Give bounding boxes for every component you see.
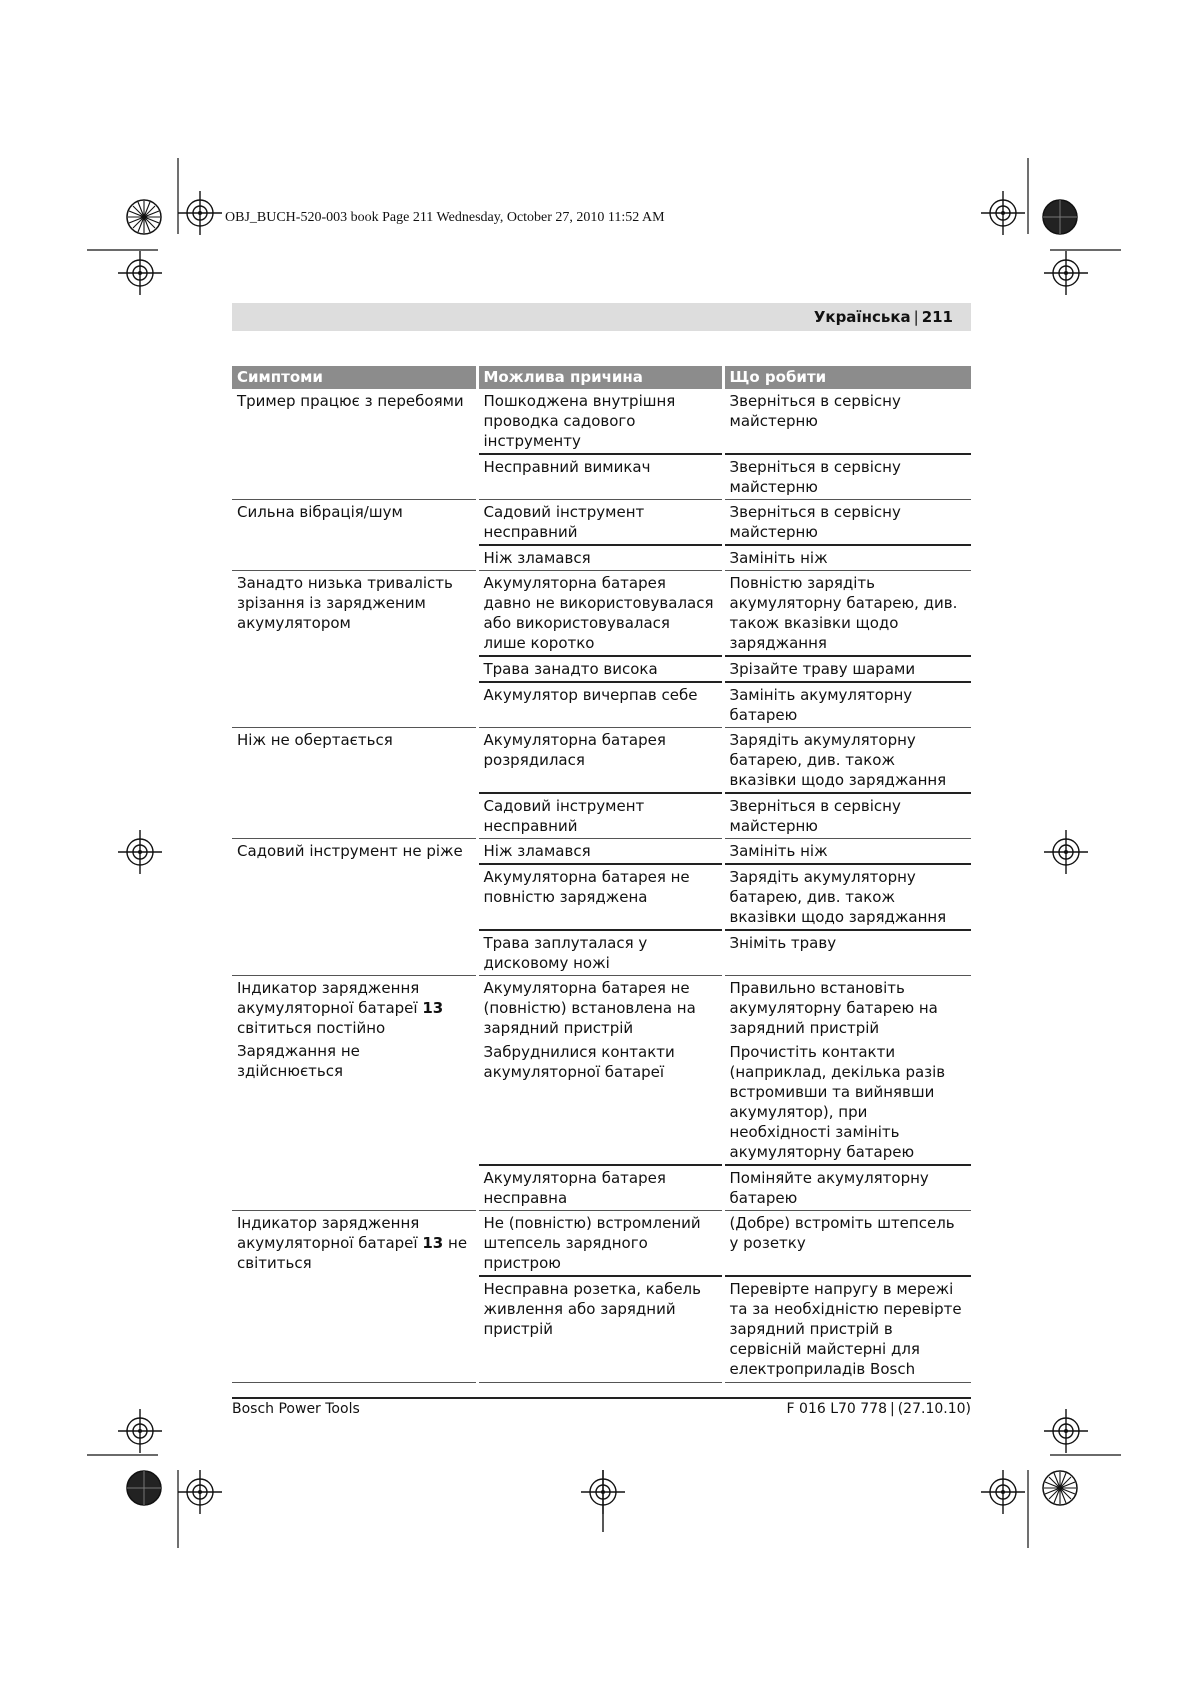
action-cell: Зарядіть акумуляторну батарею, див. також вказівки щодо заряджання — [723, 864, 971, 930]
table-row — [232, 500, 971, 546]
column-header-symptoms: Симптоми — [232, 366, 477, 389]
symptom-cell: Ніж не обертається — [232, 728, 477, 839]
cause-cell: Ніж зламався — [477, 545, 723, 571]
part-reference: 13 — [422, 999, 444, 1017]
symptom-cell — [232, 976, 477, 1211]
column-header-action: Що робити — [723, 366, 971, 389]
footer-brand: Bosch Power Tools — [232, 1401, 360, 1417]
cause-cell: Акумулятор вичерпав себе — [477, 682, 723, 728]
cause-cell: Акумуляторна батарея несправна — [477, 1165, 723, 1211]
cause-cell: Трава заплуталася у дисковому ножі — [477, 930, 723, 976]
symptom-text: світиться постійно — [237, 1019, 386, 1037]
table-row — [232, 571, 971, 657]
cause-cell: Ніж зламався — [477, 839, 723, 865]
symptom-text: Заряджання не здійснюється — [237, 1042, 360, 1080]
troubleshooting-table — [232, 366, 971, 1383]
cause-cell: Пошкоджена внутрішня проводка садового інструменту — [477, 389, 723, 454]
cause-cell: Акумуляторна батарея розрядилася — [477, 728, 723, 794]
cause-cell: Несправний вимикач — [477, 454, 723, 500]
symptom-cell: Тример працює з перебоями — [232, 389, 477, 500]
symptom-cell: Сильна вібрація/шум — [232, 500, 477, 571]
cause-cell: Забруднилися контакти акумуляторної батареї — [477, 1040, 723, 1165]
symptom-cell — [232, 1211, 477, 1383]
symptom-cell: Садовий інструмент не ріже — [232, 839, 477, 976]
action-cell: Зверніться в сервісну майстерню — [723, 793, 971, 839]
table-row — [232, 389, 971, 454]
action-cell: Зверніться в сервісну майстерню — [723, 500, 971, 546]
action-cell: Зверніться в сервісну майстерню — [723, 389, 971, 454]
part-reference: 13 — [422, 1234, 444, 1252]
language-label: Українська — [813, 308, 911, 326]
cause-cell: Несправна розетка, кабель живлення або зарядний пристрій — [477, 1276, 723, 1383]
page-number: 211 — [921, 308, 953, 326]
cause-cell: Садовий інструмент несправний — [477, 793, 723, 839]
action-cell: Зверніться в сервісну майстерню — [723, 454, 971, 500]
action-cell: Правильно встановіть акумуляторну батарею на зарядний пристрій — [723, 976, 971, 1041]
cause-cell: Акумуляторна батарея давно не використовувалася або використовувалася лише коротко — [477, 571, 723, 657]
table-header-row — [232, 366, 971, 389]
action-cell: Зніміть траву — [723, 930, 971, 976]
cause-cell: Акумуляторна батарея не повністю заряджена — [477, 864, 723, 930]
document-date: (27.10.10) — [897, 1401, 971, 1417]
table-row — [232, 976, 971, 1041]
action-cell: Замініть акумуляторну батарею — [723, 682, 971, 728]
footer-doc-code — [787, 1401, 971, 1417]
column-header-cause: Можлива причина — [477, 366, 723, 389]
heading-separator: | — [913, 308, 919, 326]
action-cell: Замініть ніж — [723, 545, 971, 571]
action-cell: Перевірте напругу в мережі та за необхідністю перевірте зарядний пристрій в сервісній майстерні для електроприладів Bosch — [723, 1276, 971, 1383]
symptom-text: Індикатор зарядження акумуляторної батареї — [237, 979, 420, 1017]
symptom-cell: Занадто низька тривалість зрізання із зарядженим акумулятором — [232, 571, 477, 728]
symptom-text: не світиться — [237, 1234, 468, 1272]
action-cell: Поміняйте акумуляторну батарею — [723, 1165, 971, 1211]
table-row — [232, 1211, 971, 1277]
action-cell: Зарядіть акумуляторну батарею, див. також вказівки щодо заряджання — [723, 728, 971, 794]
symptom-text: Індикатор зарядження акумуляторної батареї — [237, 1214, 420, 1252]
page-header-band — [232, 303, 971, 331]
table-row — [232, 728, 971, 794]
cause-cell: Садовий інструмент несправний — [477, 500, 723, 546]
footer-rule — [232, 1397, 971, 1399]
document-code: F 016 L70 778 — [786, 1401, 887, 1417]
action-cell: Замініть ніж — [723, 839, 971, 865]
cause-cell: Не (повністю) встромлений штепсель зарядного пристрою — [477, 1211, 723, 1277]
print-job-header: OBJ_BUCH-520-003 book Page 211 Wednesday, October 27, 2010 11:52 AM — [225, 210, 665, 225]
action-cell: Зрізайте траву шарами — [723, 656, 971, 682]
cause-cell: Акумуляторна батарея не (повністю) встановлена на зарядний пристрій — [477, 976, 723, 1041]
footer-separator: | — [890, 1401, 895, 1417]
table-row — [232, 839, 971, 865]
page-heading — [814, 308, 953, 326]
cause-cell: Трава занадто висока — [477, 656, 723, 682]
action-cell: Прочистіть контакти (наприклад, декілька разів встромивши та вийнявши акумулятор), при необхідності замініть акумуляторну батарею — [723, 1040, 971, 1165]
action-cell: (Добре) встроміть штепсель у розетку — [723, 1211, 971, 1277]
action-cell: Повністю зарядіть акумуляторну батарею, див. також вказівки щодо заряджання — [723, 571, 971, 657]
